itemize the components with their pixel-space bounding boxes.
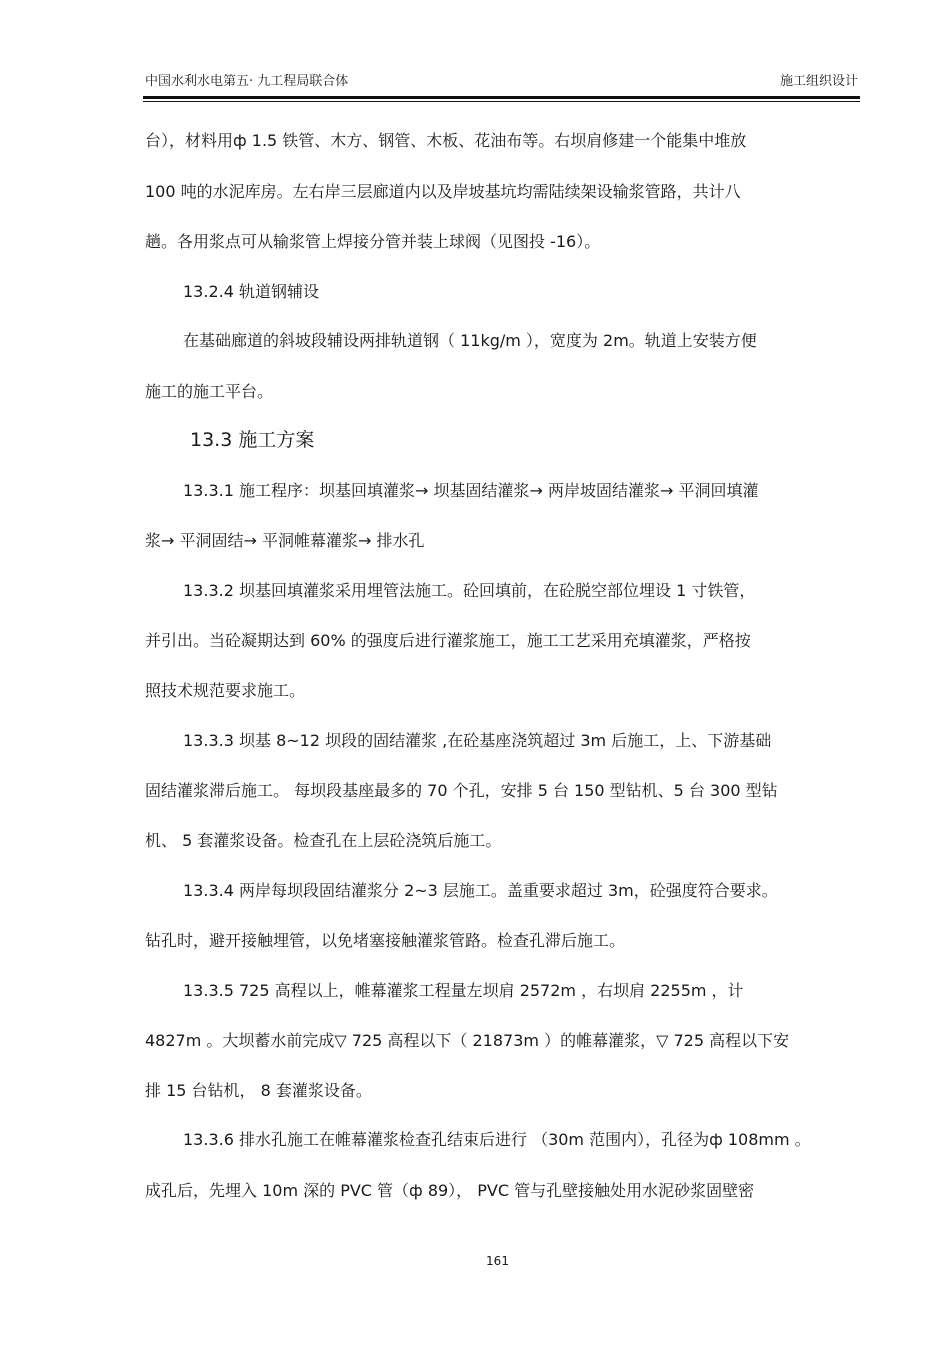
- body-line: 成孔后，先埋入 10m 深的 PVC 管（ф 89）， PVC 管与孔壁接触处用水泥砂浆固壁密: [145, 1181, 755, 1200]
- header-rule-thick: [143, 96, 860, 99]
- body-line: 机、 5 套灌浆设备。检查孔在上层砼浇筑后施工。: [145, 831, 502, 850]
- body-line: 13.3.4 两岸每坝段固结灌浆分 2~3 层施工。盖重要求超过 3m，砼强度符合要求。: [183, 881, 778, 900]
- body-line: 固结灌浆滞后施工。 每坝段基座最多的 70 个孔，安排 5 台 150 型钻机、5 台 300 型钻: [145, 781, 778, 800]
- body-line: 13.3.2 坝基回填灌浆采用埋管法施工。砼回填前，在砼脱空部位埋设 1 寸铁管，: [183, 581, 756, 600]
- header-rule-thin: [143, 101, 860, 102]
- body-line: 排 15 台钻机， 8 套灌浆设备。: [145, 1081, 372, 1100]
- body-line: 趟。各用浆点可从输浆管上焊接分管并装上球阀（见图投 -16）。: [145, 232, 601, 251]
- section-heading: 13.3 施工方案: [190, 429, 315, 451]
- body-line: 13.3.3 坝基 8~12 坝段的固结灌浆 ,在砼基座浇筑超过 3m 后施工，上、下游基础: [183, 731, 772, 750]
- subsection-heading: 13.2.4 轨道钢辅设: [183, 282, 319, 301]
- body-line: 浆→ 平洞固结→ 平洞帷幕灌浆→ 排水孔: [145, 531, 425, 550]
- body-line: 4827m 。大坝蓄水前完成▽ 725 高程以下（ 21873m ）的帷幕灌浆，▽ 725 高程以下安: [145, 1031, 790, 1050]
- header-left: 中国水利水电第五· 九工程局联合体: [145, 74, 349, 89]
- body-line: 台），材料用ф 1.5 铁管、木方、钢管、木板、花油布等。右坝肩修建一个能集中堆放: [145, 131, 747, 150]
- body-line: 在基础廊道的斜坡段辅设两排轨道钢（ 11kg/m ），宽度为 2m。轨道上安装方便: [183, 331, 757, 350]
- body-line: 照技术规范要求施工。: [145, 681, 306, 700]
- body-line: 13.3.5 725 高程以上，帷幕灌浆工程量左坝肩 2572m ，右坝肩 2255m ，计: [183, 981, 744, 1000]
- body-line: 施工的施工平台。: [145, 382, 274, 401]
- body-line: 13.3.1 施工程序：坝基回填灌浆→ 坝基固结灌浆→ 两岸坡固结灌浆→ 平洞回填灌: [183, 481, 759, 500]
- page-number: 161: [486, 1254, 509, 1268]
- body-line: 并引出。当砼凝期达到 60% 的强度后进行灌浆施工，施工工艺采用充填灌浆，严格按: [145, 631, 751, 650]
- body-line: 13.3.6 排水孔施工在帷幕灌浆检查孔结束后进行 （30m 范围内），孔径为ф 108mm 。: [183, 1130, 811, 1149]
- body-line: 100 吨的水泥库房。左右岸三层廊道内以及岸坡基坑均需陆续架设输浆管路，共计八: [145, 182, 741, 201]
- body-line: 钻孔时，避开接触埋管，以免堵塞接触灌浆管路。检查孔滞后施工。: [145, 931, 626, 950]
- header-right: 施工组织设计: [779, 74, 858, 89]
